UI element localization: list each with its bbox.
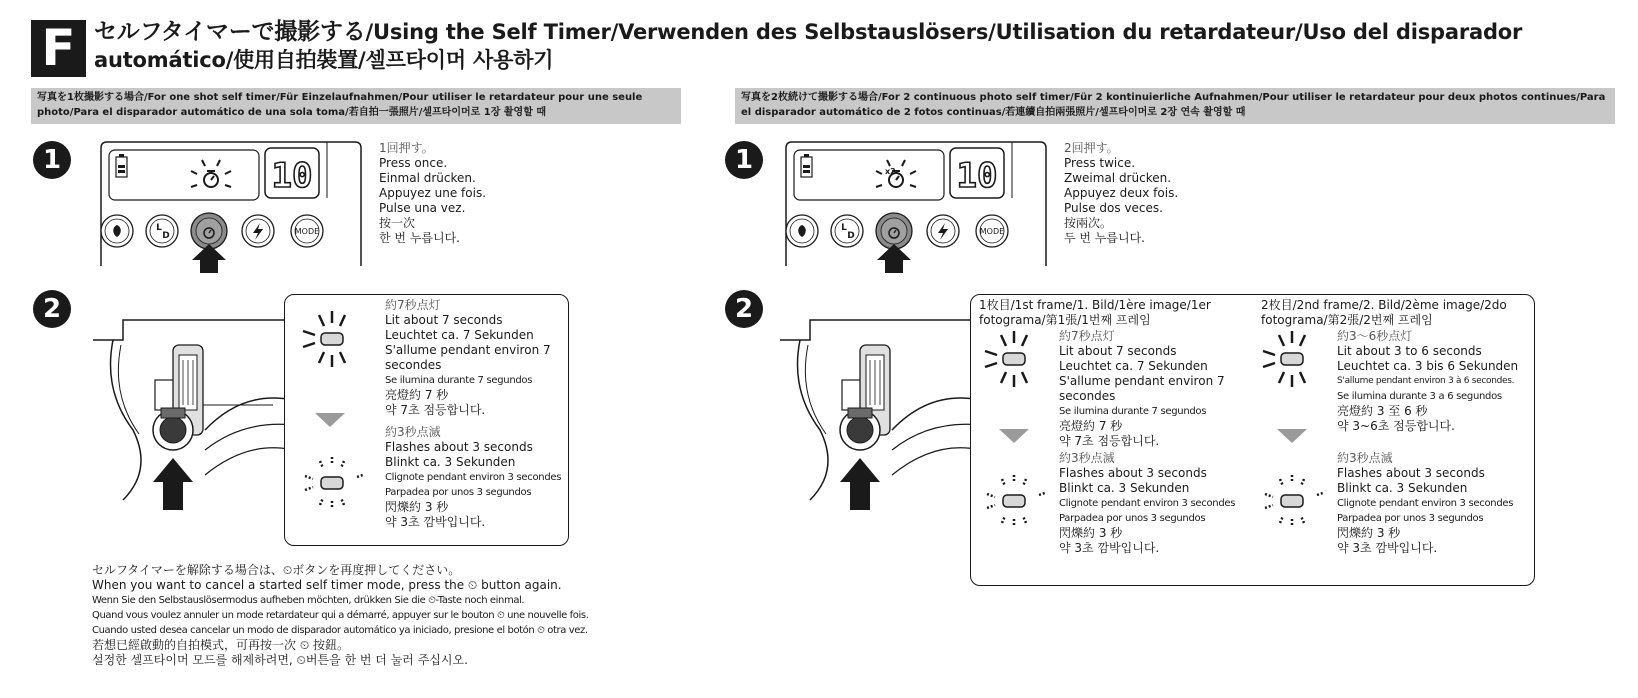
macro-button[interactable]: [101, 215, 133, 247]
step1-instructions-left: [379, 141, 486, 246]
battery-icon: [116, 154, 127, 177]
step1-instructions-right: 2回押す。 Press twice. Zweimal drücken. Appuyez deux fois. Pulse dos veces. 按兩次。 두 번 누릅니다.: [1064, 141, 1179, 245]
frame2-flash-description: 約3秒点滅 Flashes about 3 seconds Blinkt ca. 3 Sekunden Clignote pendant environ 3 secondes Parpadea por unos 3 segundos 閃爍約 3 秒 약 3초 깜박입니다.: [1337, 451, 1514, 555]
led-callout-left: [284, 294, 569, 546]
cancel-line-jp: セルフタイマーを解除する場合は、⏲ボタンを再度押してください。: [92, 563, 461, 577]
led-flash-icon: [1259, 471, 1329, 531]
page-title-jp: セルフタイマーで撮影する: [94, 19, 366, 45]
led-callout-right: [970, 294, 1535, 586]
down-arrow-icon: [315, 413, 345, 429]
led-flash-icon: [981, 471, 1051, 531]
down-arrow-icon: [840, 458, 880, 510]
self-timer-button[interactable]: [191, 213, 227, 249]
flash-description-left: 約3秒点滅 Flashes about 3 seconds Blinkt ca. 3 Sekunden Clignote pendant environ 3 secondes Parpadea por unos 3 segundos 閃爍約 3 秒 약 3초 깜박입니다.: [385, 425, 562, 529]
led-lit-icon: [981, 329, 1051, 389]
step1-line-de: Einmal drücken.: [379, 171, 476, 185]
down-arrow-icon: [153, 458, 193, 510]
frame2-lit-description: 約3〜6秒点灯 Lit about 3 to 6 seconds Leuchtet ca. 3 bis 6 Sekunden S'allume pendant environ 3 à 6 secondes. Se ilumina durante 3 a 6 segundos 亮燈約 3 至 6 秒 약 3~6초 점등합니다.: [1337, 329, 1519, 433]
step1-line-zh: 按一次: [379, 216, 416, 230]
landscape-icon: L: [156, 223, 162, 233]
svg-text:D: D: [847, 231, 855, 241]
section-badge: F: [31, 20, 86, 77]
camera-control-panel-left: [97, 138, 367, 273]
down-arrow-icon: [1277, 429, 1307, 445]
svg-text:D: D: [162, 231, 170, 241]
landscape-icon: L: [841, 223, 847, 233]
cancel-instructions: [92, 563, 682, 668]
page-title-rest: /Using the Self Timer/Verwenden des Selbstauslösers/Utilisation du retardateur/Uso del disparador automático/使用自拍裝置/셀프타이머 사용하기: [94, 20, 1523, 72]
step-number-2-left: 2: [33, 290, 71, 328]
cancel-line-es: Cuando usted desea cancelar un modo de disparador automático ya iniciado, presione el botón ⏲ otra vez.: [92, 625, 588, 636]
right-section-banner: 写真を2枚続けて撮影する場合/For 2 continuous photo self timer/Für 2 kontinuierliche Aufnahmen/Pour utiliser le retardateur pour deux photos continues/Para el disparador automático de 2 fotos continuas/若連續自拍兩張照片/셀프타이머로 2장 연속 촬영할 때: [735, 88, 1615, 124]
battery-icon: [801, 154, 812, 177]
frame1-lit-description: 約7秒点灯 Lit about 7 seconds Leuchtet ca. 7 Sekunden S'allume pendant environ 7 secondes Se ilumina durante 7 segundos 亮燈約 7 秒 약 7초 점등합니다.: [1059, 329, 1225, 448]
camera-body-illustration-right: [780, 300, 980, 510]
camera-control-panel-right: [782, 138, 1052, 273]
down-arrow-icon: [999, 429, 1029, 445]
landscape-button[interactable]: [146, 215, 178, 247]
camera-body-illustration-left: [93, 300, 293, 510]
frame1-flash-description: 約3秒点滅 Flashes about 3 seconds Blinkt ca. 3 Sekunden Clignote pendant environ 3 secondes Parpadea por unos 3 segundos 閃爍約 3 秒 약 3초 깜박입니다.: [1059, 451, 1236, 555]
step1-line-fr: Appuyez une fois.: [379, 186, 487, 200]
mode-button-label: MODE: [979, 227, 1005, 236]
led-lit-icon: [1259, 329, 1329, 389]
lit-description-left: 約7秒点灯 Lit about 7 seconds Leuchtet ca. 7 Sekunden S'allume pendant environ 7 secondes Se ilumina durante 7 segundos 亮燈約 7 秒 약 7초 점등합니다.: [385, 298, 551, 417]
cancel-line-zh: 若想已經啟動的自拍模式，可再按一次 ⏲ 按鈕。: [92, 638, 349, 652]
cancel-line-fr: Quand vous voulez annuler un mode retardateur qui a démarré, appuyer sur le bouton ⏲ une nouvelle fois.: [92, 610, 589, 621]
flash-button[interactable]: [242, 215, 274, 247]
frame-counter: 10: [956, 156, 998, 196]
cancel-line-ko: 설정한 셀프타이머 모드를 해제하려면, ⏲버튼을 한 번 더 눌러 주십시오.: [92, 653, 468, 667]
cancel-line-de: Wenn Sie den Selbstauslösermodus aufheben möchten, drükken Sie die ⏲-Taste noch einmal.: [92, 595, 525, 606]
led-lit-icon: [299, 309, 369, 369]
down-arrow-icon: [192, 244, 226, 273]
mode-button[interactable]: [291, 215, 323, 247]
page-title: [94, 18, 1614, 74]
down-arrow-icon: [877, 244, 911, 273]
frame2-heading: 2枚目/2nd frame/2. Bild/2ème image/2do fotograma/第2張/2번째 프레임: [1261, 298, 1507, 327]
frame-counter: 10: [271, 156, 313, 196]
step1-line-en: Press once.: [379, 156, 448, 170]
step-number-1-right: 1: [725, 141, 763, 179]
left-section-banner: 写真を1枚撮影する場合/For one shot self timer/Für Einzelaufnahmen/Pour utiliser le retardateur pour une seule photo/Para el disparador automático de una sola toma/若自拍一張照片/셀프타이머로 1장 촬영할 때: [31, 88, 681, 124]
landscape-button[interactable]: [831, 215, 863, 247]
step-number-1-left: 1: [33, 141, 71, 179]
step1-line-jp: 1回押す。: [379, 141, 434, 155]
macro-button[interactable]: [786, 215, 818, 247]
frame1-heading: 1枚目/1st frame/1. Bild/1ère image/1er fotograma/第1張/1번째 프레임: [979, 298, 1211, 327]
step1-line-es: Pulse una vez.: [379, 201, 466, 215]
step-number-2-right: 2: [725, 290, 763, 328]
led-flash-icon: [299, 453, 369, 513]
flash-button[interactable]: [927, 215, 959, 247]
x2-indicator: x2: [885, 167, 896, 176]
mode-button-label: MODE: [294, 227, 320, 236]
self-timer-button[interactable]: [876, 213, 912, 249]
cancel-line-en: When you want to cancel a started self timer mode, press the ⏲ button again.: [92, 578, 562, 592]
step1-line-ko: 한 번 누릅니다.: [379, 231, 460, 245]
mode-button[interactable]: [976, 215, 1008, 247]
